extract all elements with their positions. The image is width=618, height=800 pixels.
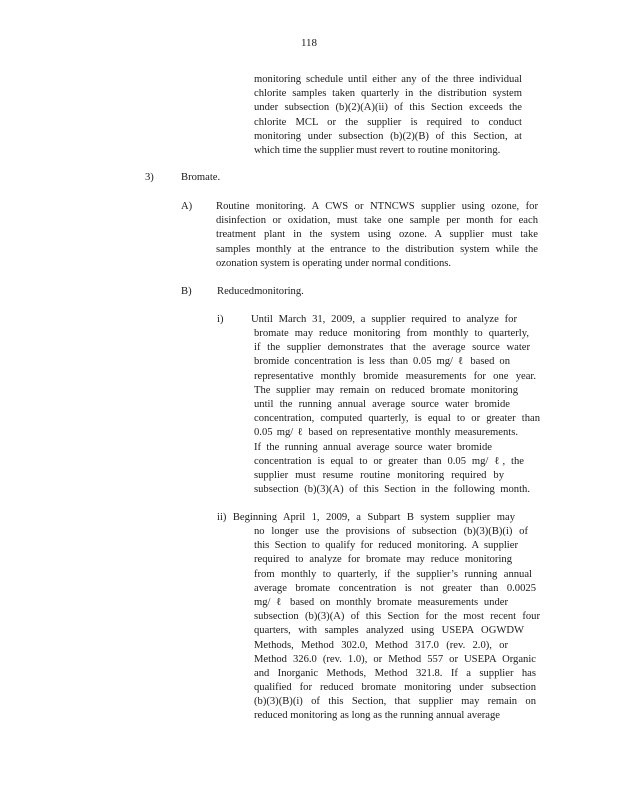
text-line: under subsection (b)(2)(A)(ii) of this Section exceeds the: [254, 102, 522, 114]
item-bi-numeral: i): [217, 314, 224, 325]
text-line: treatment plant in the system using ozone. A supplier must take: [216, 229, 538, 241]
text-line: from monthly to quarterly, if the supplier’s running annual: [254, 568, 532, 580]
item-bii-paragraph: [254, 525, 540, 724]
text-line: concentration is equal to or greater than 0.05 mg/ ℓ, the: [254, 455, 524, 467]
text-line: The supplier may remain on reduced bromate monitoring: [254, 384, 518, 396]
item-3-number: 3): [145, 172, 154, 183]
text-line: reduced monitoring as long as the running annual average: [254, 710, 500, 722]
text-line: and Inorganic Methods, Method 321.8. If a supplier has: [254, 667, 536, 679]
text-line: samples monthly at the entrance to the distribution system while the: [216, 243, 538, 255]
continuation-paragraph: [254, 73, 522, 158]
item-bi-first-line: [251, 313, 517, 327]
text-line: If the running annual average source water bromide: [254, 441, 492, 453]
text-line: average bromate concentration is not greater than 0.0025: [254, 582, 536, 594]
item-b-letter: B): [181, 286, 192, 297]
text-line: monitoring schedule until either any of the three individual: [254, 74, 522, 85]
text-line: this Section to qualify for reduced monitoring. A supplier: [254, 540, 518, 552]
text-line: subsection (b)(3)(A) of this Section for the most recent four: [254, 611, 540, 623]
text-line: Until March 31, 2009, a supplier required to analyze for: [251, 314, 517, 325]
text-line: (b)(3)(B)(i) of this Section, that supplier may remain on: [254, 696, 536, 708]
text-line: subsection (b)(3)(A) of this Section in the following month.: [254, 484, 530, 496]
text-line: chlorite samples taken quarterly in the distribution system: [254, 88, 522, 100]
text-line: disinfection or oxidation, must take one sample per month for each: [216, 215, 538, 227]
text-line: required to analyze for bromate may reduce monitoring: [254, 554, 512, 566]
item-3-heading: Bromate.: [181, 172, 221, 183]
text-line: ii) Beginning April 1, 2009, a Subpart B system supplier may: [217, 512, 515, 523]
text-line: bromate may reduce monitoring from monthly to quarterly,: [254, 328, 529, 339]
text-line: if the supplier demonstrates that the average source water: [254, 342, 530, 354]
text-line: qualified for reduced bromate monitoring under subsection: [254, 682, 536, 694]
page-number: 118: [300, 37, 318, 49]
item-bii-first-line: [217, 511, 515, 525]
text-line: ozonation system is operating under normal conditions.: [216, 257, 452, 269]
item-a-paragraph: [216, 200, 538, 271]
text-line: no longer use the provisions of subsection (b)(3)(B)(i) of: [254, 526, 528, 537]
text-line: bromide concentration is less than 0.05 mg/ ℓ based on: [254, 356, 510, 368]
text-line: Routine monitoring. A CWS or NTNCWS supplier using ozone, for: [216, 201, 538, 212]
text-line: representative monthly bromide measurements for one year.: [254, 370, 536, 382]
text-line: mg/ ℓ based on monthly bromate measurements under: [254, 596, 508, 608]
text-line: Method 326.0 (rev. 1.0), or Method 557 or USEPA Organic: [254, 653, 536, 665]
item-a-letter: A): [181, 201, 193, 212]
text-line: which time the supplier must revert to routine monitoring.: [254, 144, 501, 156]
text-line: Methods, Method 302.0, Method 317.0 (rev. 2.0), or: [254, 639, 508, 651]
text-line: supplier must resume routine monitoring required by: [254, 469, 504, 481]
text-line: concentration, computed quarterly, is equal to or greater than: [254, 413, 540, 425]
text-line: monitoring under subsection (b)(2)(B) of this Section, at: [254, 130, 522, 142]
text-line: chlorite MCL or the supplier is required to conduct: [254, 116, 522, 128]
text-line: quarters, with samples analyzed using USEPA OGWDW: [254, 625, 524, 637]
item-b-heading: Reducedmonitoring.: [217, 286, 304, 297]
item-bi-paragraph: [254, 327, 540, 497]
text-line: until the running annual average source water bromide: [254, 398, 510, 410]
text-line: 0.05 mg/ ℓ based on representative monthly measurements.: [254, 427, 518, 439]
